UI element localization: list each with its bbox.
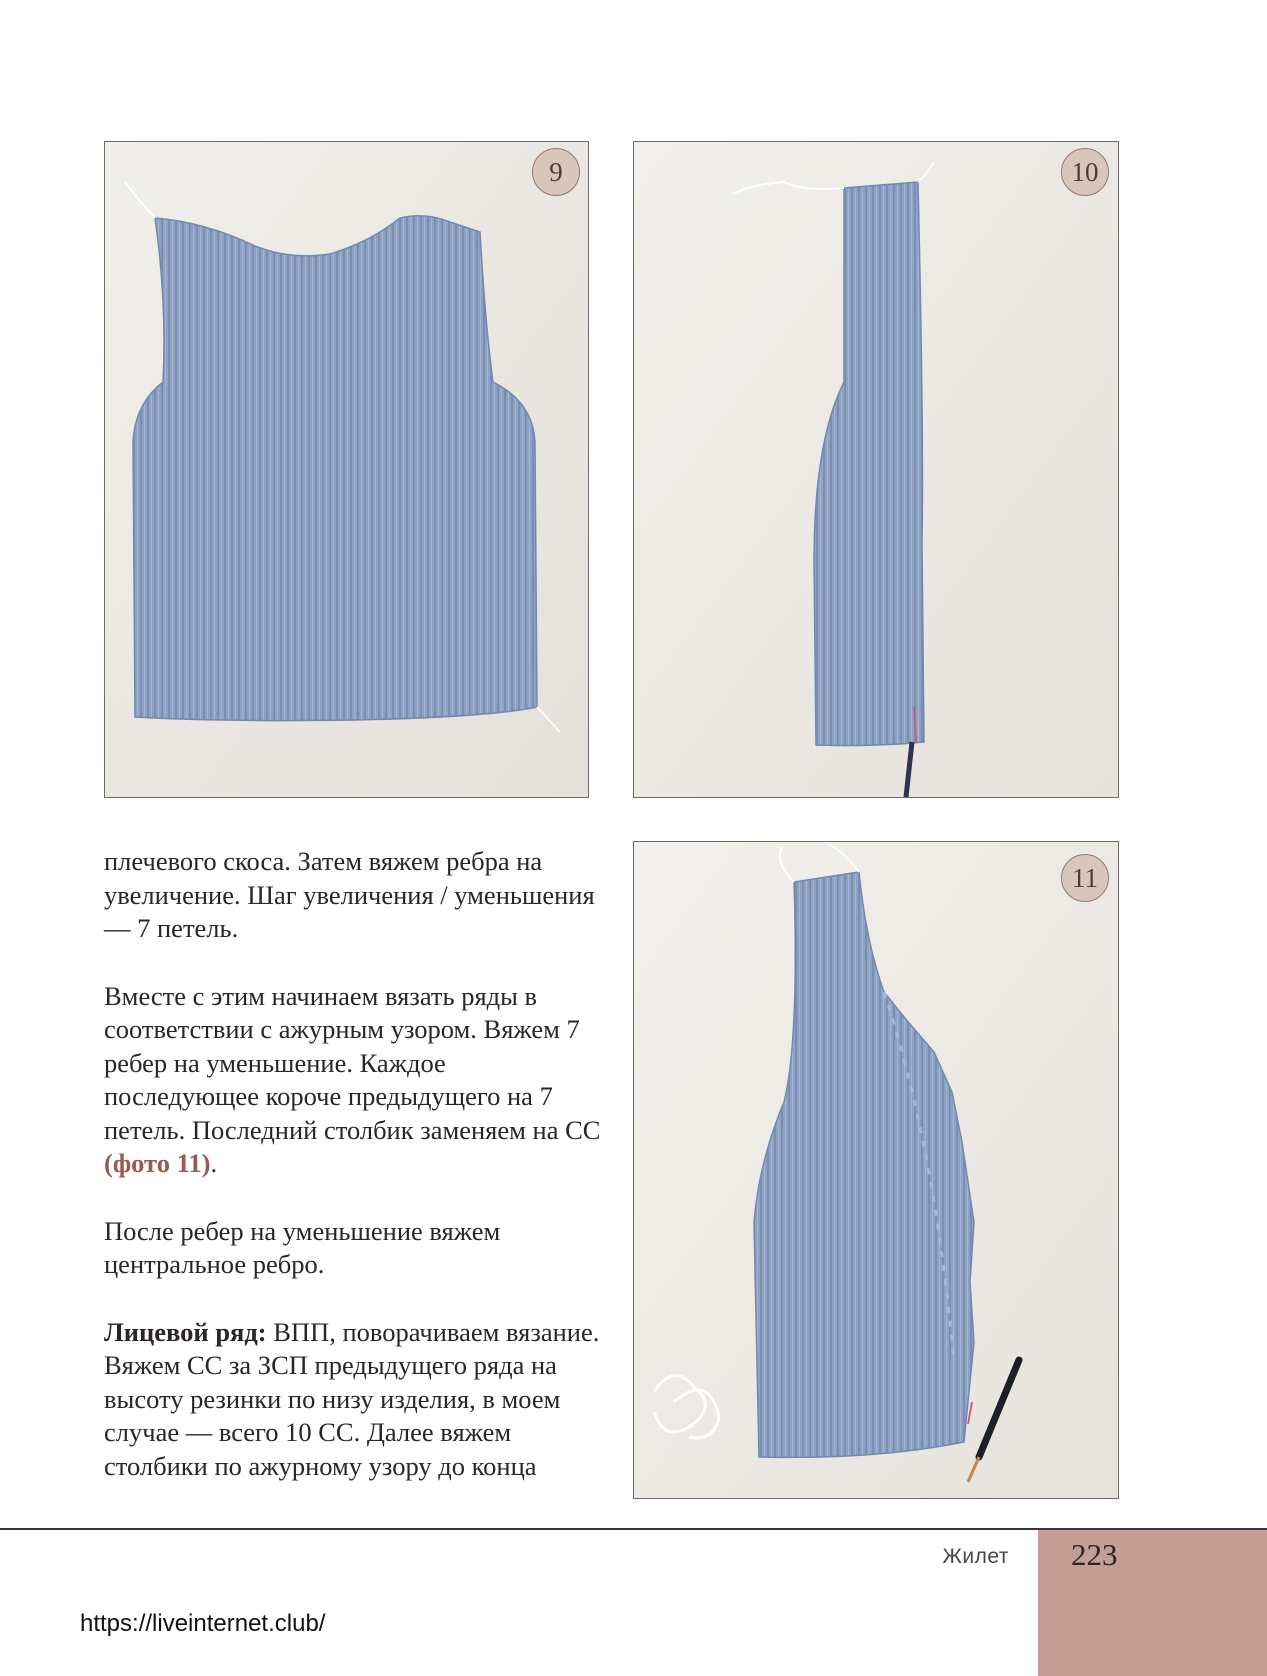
paragraph-2-text: Вместе с этим начинаем вязать ряды в соответствии с ажурным узором. Вяжем 7 ребер на уменьшение. Каждое последующее короче предыдущего на 7 петель. Последний столбик заменяем на СС — [104, 980, 601, 1145]
knitted-back-panel-image — [105, 142, 588, 797]
photo-9 — [104, 141, 589, 798]
photo-11 — [633, 841, 1119, 1499]
body-text-column — [104, 845, 604, 1483]
photo-number-badge-11: 11 — [1061, 854, 1109, 902]
paragraph-2-end: . — [210, 1148, 218, 1178]
paragraph-3: После ребер на уменьшение вяжем центральное ребро. — [104, 1215, 501, 1279]
photo-10 — [633, 141, 1119, 798]
source-url-link[interactable]: https://liveinternet.club/ — [80, 1610, 326, 1637]
paragraph-4 — [104, 1316, 604, 1484]
page-number: 223 — [1071, 1537, 1118, 1572]
row-label: Лицевой ряд: — [104, 1316, 267, 1347]
photo-reference: (фото 11) — [104, 1148, 211, 1178]
paragraph-4-text: ВПП, поворачиваем вязание. Вяжем СС за ЗСП предыдущего ряда на высоту резинки по низу изделия, в моем случае — всего 10 СС. Далее вяжем столбики по ажурному узору до конца — [104, 1316, 600, 1481]
photo-number-badge-9: 9 — [532, 148, 580, 196]
section-name: Жилет — [942, 1545, 1009, 1568]
photo-number-badge-10: 10 — [1061, 148, 1109, 196]
knitted-front-panel-shaped-image — [634, 842, 1118, 1498]
knitted-front-strip-image — [634, 142, 1118, 797]
paragraph-1: плечевого скоса. Затем вяжем ребра на увеличение. Шаг увеличения / уменьшения — 7 петель. — [104, 846, 595, 943]
paragraph-2 — [104, 980, 604, 1181]
